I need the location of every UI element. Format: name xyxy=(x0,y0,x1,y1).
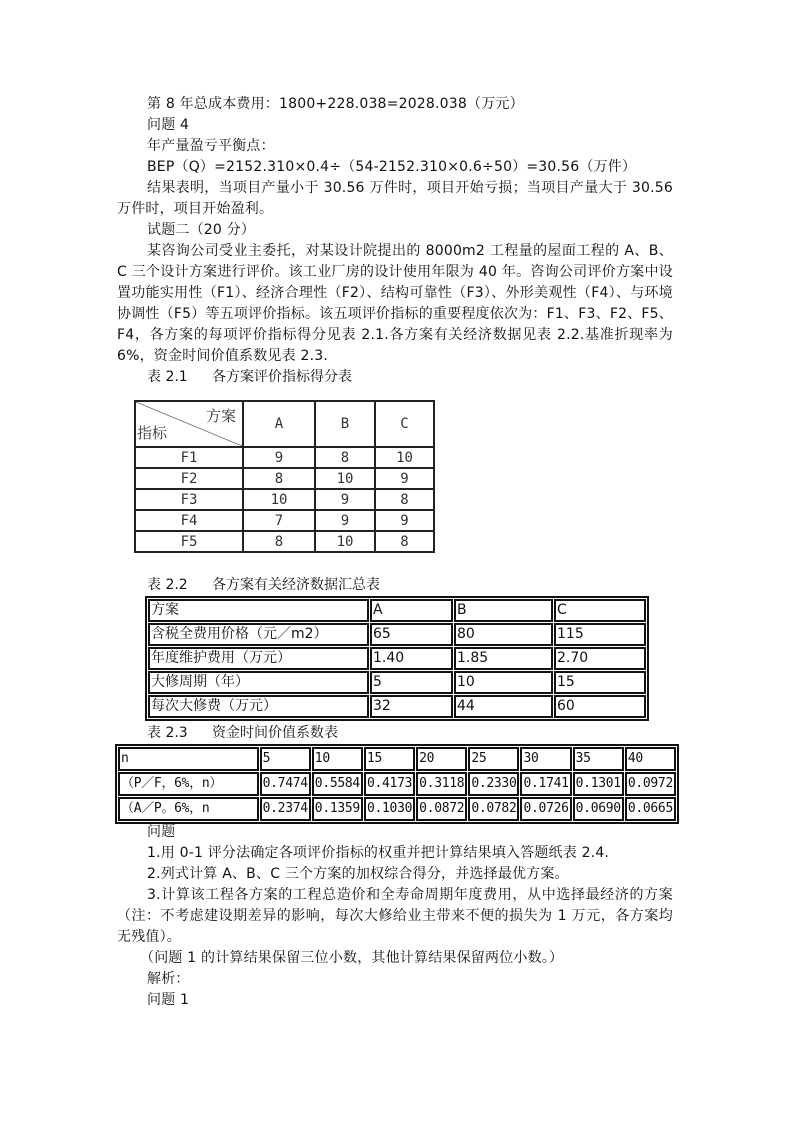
cell: 5 xyxy=(370,671,453,694)
header-cell: 35 xyxy=(573,747,624,771)
cell: 0.0690 xyxy=(573,797,624,821)
table1-caption-number: 表 2.1 xyxy=(147,369,188,385)
analysis-label: 解析： xyxy=(147,971,190,987)
economic-data-table xyxy=(145,596,649,721)
cell: 9 xyxy=(315,489,375,510)
header-cell: 30 xyxy=(520,747,571,771)
row-label: F5 xyxy=(135,531,243,552)
cell: 8 xyxy=(243,531,315,552)
cell: 0.1030 xyxy=(364,797,415,821)
cell: 0.4173 xyxy=(364,772,415,796)
cell: 0.0872 xyxy=(416,797,467,821)
table1-caption xyxy=(147,367,352,388)
cell: 10 xyxy=(315,531,375,552)
header-cell: 15 xyxy=(364,747,415,771)
row-label: （A／P。6%，n xyxy=(118,797,259,821)
column-header: B xyxy=(315,401,375,447)
question-item-3: 3.计算该工程各方案的工程总造价和全寿命周期年度费用，从中选择最经济的方案（注：不考虑建设期差异的影响，每次大修给业主带来不便的损失为 1 万元，各方案均无残值）。 xyxy=(117,887,673,945)
cell: 0.1301 xyxy=(573,772,624,796)
total-cost-line: 第 8 年总成本费用：1800+228.038=2028.038（万元） xyxy=(147,96,524,112)
header-cell: 5 xyxy=(260,747,311,771)
cell: 80 xyxy=(454,623,553,646)
table-row xyxy=(135,510,434,531)
header-cell: 10 xyxy=(312,747,363,771)
cell: 0.0665 xyxy=(625,797,676,821)
cell: 0.0726 xyxy=(520,797,571,821)
table3-caption xyxy=(147,723,338,744)
corner-bottom-label: 指标 xyxy=(137,424,168,442)
cell: 0.2330 xyxy=(468,772,519,796)
header-cell: 20 xyxy=(416,747,467,771)
column-header: A xyxy=(243,401,315,447)
diagonal-header-cell xyxy=(135,401,243,447)
cell: 1.85 xyxy=(454,647,553,670)
table-row xyxy=(135,489,434,510)
cell: 9 xyxy=(315,510,375,531)
cell: 0.1741 xyxy=(520,772,571,796)
table1-caption-title: 各方案评价指标得分表 xyxy=(212,369,352,385)
answer-heading: 问题 1 xyxy=(147,992,190,1008)
cell: 7 xyxy=(243,510,315,531)
result-paragraph: 结果表明，当项目产量小于 30.56 万件时，项目开始亏损；当项目产量大于 30.56 万件时，项目开始盈利。 xyxy=(117,180,673,217)
cell: 0.0782 xyxy=(468,797,519,821)
table-header-row xyxy=(135,401,434,447)
question-two-title: 试题二（20 分） xyxy=(147,222,256,238)
table2-caption xyxy=(147,575,380,596)
table-row xyxy=(118,772,676,796)
cell: 8 xyxy=(375,531,434,552)
cell: 0.3118 xyxy=(416,772,467,796)
cell: 0.2374 xyxy=(260,797,311,821)
table-row xyxy=(148,695,646,718)
cell: 10 xyxy=(375,447,434,468)
row-label: 含税全费用价格（元／m2） xyxy=(148,623,369,646)
cell: 1.40 xyxy=(370,647,453,670)
cell: 8 xyxy=(243,468,315,489)
score-table xyxy=(134,400,435,553)
table-row xyxy=(135,447,434,468)
time-value-coefficient-table xyxy=(115,744,679,824)
bep-heading: 年产量盈亏平衡点： xyxy=(147,138,275,154)
cell: 10 xyxy=(243,489,315,510)
question-item-2: 2.列式计算 A、B、C 三个方案的加权综合得分，并选择最优方案。 xyxy=(147,866,569,882)
cell: 9 xyxy=(243,447,315,468)
table-row xyxy=(118,797,676,821)
corner-top-label: 方案 xyxy=(205,407,236,425)
header-cell: B xyxy=(454,599,553,622)
row-label: F3 xyxy=(135,489,243,510)
question-item-1: 1.用 0-1 评分法确定各项评价指标的权重并把计算结果填入答题纸表 2.4. xyxy=(147,845,610,861)
cell: 9 xyxy=(375,468,434,489)
table-row xyxy=(148,647,646,670)
table2-caption-title: 各方案有关经济数据汇总表 xyxy=(212,577,380,593)
cell: 65 xyxy=(370,623,453,646)
table-row xyxy=(148,623,646,646)
cell: 15 xyxy=(554,671,646,694)
questions-heading: 问题 xyxy=(147,824,176,840)
header-cell: A xyxy=(370,599,453,622)
question-paragraph: 某咨询公司受业主委托，对某设计院提出的 8000m2 工程量的屋面工程的 A、B、C 三个设计方案进行评价。该工业厂房的设计使用年限为 40 年。咨询公司评价方案中设置功能实用性（F1）、经济合理性（F2）、结构可靠性（F3）、外形美观性（F4）、与环境协调性（F5）等五项评价指标。该五项评价指标的重要程度依次为：F1、F3、F2、F5、F4，各方案的每项评价指标得分见表 2.1.各方案有关经济数据见表 2.2.基准折现率为 6%，资金时间价值系数见表 2.3. xyxy=(117,243,673,364)
table-row xyxy=(135,531,434,552)
row-label: 年度维护费用（万元） xyxy=(148,647,369,670)
header-cell: 40 xyxy=(625,747,676,771)
table3-caption-title: 资金时间价值系数表 xyxy=(212,725,338,741)
table2-caption-number: 表 2.2 xyxy=(147,577,188,593)
problem-4-heading: 问题 4 xyxy=(147,117,190,133)
cell: 115 xyxy=(554,623,646,646)
cell: 8 xyxy=(375,489,434,510)
table-row xyxy=(135,468,434,489)
table-row xyxy=(148,671,646,694)
cell: 32 xyxy=(370,695,453,718)
cell: 9 xyxy=(375,510,434,531)
cell: 0.5584 xyxy=(312,772,363,796)
header-cell: n xyxy=(118,747,259,771)
cell: 8 xyxy=(315,447,375,468)
cell: 60 xyxy=(554,695,646,718)
cell: 2.70 xyxy=(554,647,646,670)
bep-formula: BEP（Q）=2152.310×0.4÷（54-2152.310×0.6÷50）=30.56（万件） xyxy=(147,159,637,175)
table-header-row xyxy=(148,599,646,622)
cell: 0.0972 xyxy=(625,772,676,796)
cell: 10 xyxy=(315,468,375,489)
row-label: F1 xyxy=(135,447,243,468)
table3-caption-number: 表 2.3 xyxy=(147,725,188,741)
row-label: F4 xyxy=(135,510,243,531)
row-label: 大修周期（年） xyxy=(148,671,369,694)
row-label: （P／F，6%，n） xyxy=(118,772,259,796)
header-cell: 25 xyxy=(468,747,519,771)
header-cell: 方案 xyxy=(148,599,369,622)
table-header-row xyxy=(118,747,676,771)
row-label: 每次大修费（万元） xyxy=(148,695,369,718)
row-label: F2 xyxy=(135,468,243,489)
precision-note: （问题 1 的计算结果保留三位小数，其他计算结果保留两位小数。） xyxy=(140,950,564,966)
cell: 10 xyxy=(454,671,553,694)
header-cell: C xyxy=(554,599,646,622)
cell: 44 xyxy=(454,695,553,718)
cell: 0.1359 xyxy=(312,797,363,821)
cell: 0.7474 xyxy=(260,772,311,796)
column-header: C xyxy=(375,401,434,447)
